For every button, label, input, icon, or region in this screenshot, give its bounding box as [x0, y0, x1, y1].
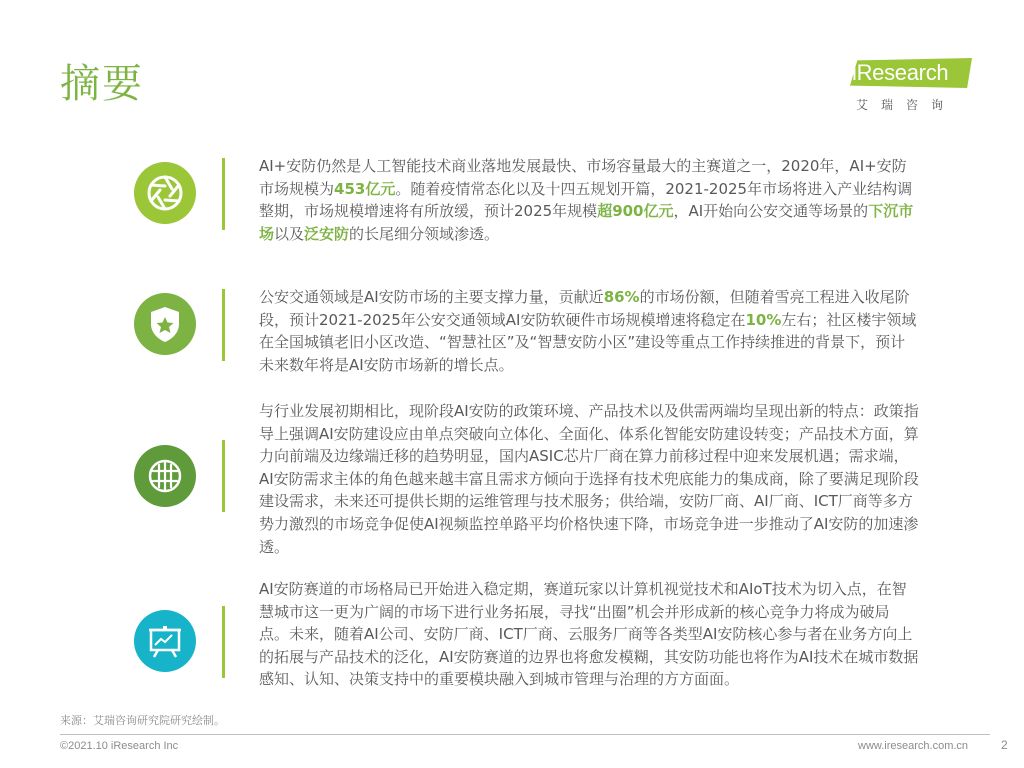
highlighted-figure: 泛安防	[304, 224, 350, 243]
paragraph-text: 与行业发展初期相比，现阶段AI安防的政策环境、产品技术以及供需两端均呈现出新的特点：政策指导上强调AI安防建设应由单点突破向立体化、全面化、体系化智能安防建设转变；产品技术方面，算力向前端及边缘端迁移的趋势明显，国内ASIC芯片厂商在算力前移过程中迎来发展机遇；需求端，AI安防需求主体的角色越来越丰富且需求方倾向于选择有技术兜底能力的集成商，除了要满足现阶段建设需求，未来还可提供长期的运维管理与技术服务；供给端，安防厂商、AI厂商、ICT厂商等多方势力激烈的市场竞争促使AI视频监控单路平均价格快速下降，市场竞争进一步推动了AI安防的加速渗透。	[259, 402, 919, 556]
paragraph-text: ，AI开始向公安交通等场景的	[673, 202, 869, 221]
copyright: ©2021.10 iResearch Inc	[60, 740, 179, 752]
page-number: 2	[1001, 738, 1008, 752]
logo-brand: iResearch	[852, 60, 949, 85]
paragraph-text: 左右；社区楼宇领域在全国城镇老旧小区改造、“智慧社区”及“智慧安防小区”建设等重点工作持续推进的背景下，预计未来数年将是AI安防市场新的增长点。	[259, 310, 917, 374]
divider-bar	[222, 158, 225, 230]
paragraph-text: AI安防赛道的市场格局已开始进入稳定期，赛道玩家以计算机视觉技术和AIoT技术为切入点，在智慧城市这一更为广阔的市场下进行业务拓展，寻找“出圈”机会并形成新的核心竞争力将成为破局点。未来，随着AI公司、安防厂商、ICT厂商、云服务厂商等各类型AI安防核心参与者在业务方向上的拓展与产品技术的泛化，AI安防赛道的边界也将愈发模糊，其安防功能也将作为AI技术在城市数据感知、认知、决策支持中的重要模块融入到城市管理与治理的方方面面。	[259, 580, 919, 689]
divider-bar	[222, 289, 225, 361]
logo-subtitle: 艾瑞咨询	[856, 98, 957, 112]
paragraph-text: 的市场份额，但随着雪亮工程进入收尾阶段，预计2021-2025年公安交通领域AI安防软硬件市场规模增速将稳定在	[259, 288, 910, 329]
source-note: 来源：艾瑞咨询研究院研究绘制。	[60, 714, 225, 727]
paragraph-text: 公安交通领域是AI安防市场的主要支撑力量，贡献近	[259, 288, 604, 306]
summary-paragraph	[259, 400, 919, 558]
website-link[interactable]: www.iresearch.com.cn	[858, 740, 969, 752]
highlighted-figure: 10%	[745, 310, 782, 329]
paragraph-text: 的长尾细分领域渗透。	[349, 224, 500, 243]
iresearch-logo	[850, 52, 980, 122]
divider-bar	[222, 440, 225, 512]
summary-paragraph	[259, 286, 919, 376]
divider-bar	[222, 606, 225, 678]
chip-icon	[134, 445, 196, 507]
highlighted-figure: 86%	[603, 288, 640, 306]
footer-divider	[60, 734, 990, 735]
summary-paragraph	[259, 155, 919, 245]
highlighted-figure: 超900亿元	[597, 202, 674, 221]
shield-star-icon	[134, 293, 196, 355]
presentation-board-icon	[134, 610, 196, 672]
aperture-icon	[134, 162, 196, 224]
summary-paragraph	[259, 578, 919, 691]
paragraph-text: 。随着疫情常态化以及十四五规划开篇，2021-2025年市场将进入产业结构调整期，市场规模增速将有所放缓，预计2025年规模	[259, 179, 913, 221]
paragraph-text: 以及	[274, 224, 305, 243]
paragraph-text: AI+安防仍然是人工智能技术商业落地发展最快、市场容量最大的主赛道之一，2020年，AI+安防市场规模为	[259, 157, 907, 198]
highlighted-figure: 453亿元	[334, 179, 396, 198]
page-title: 摘要	[60, 61, 144, 107]
highlighted-figure: 下沉市场	[259, 202, 914, 243]
